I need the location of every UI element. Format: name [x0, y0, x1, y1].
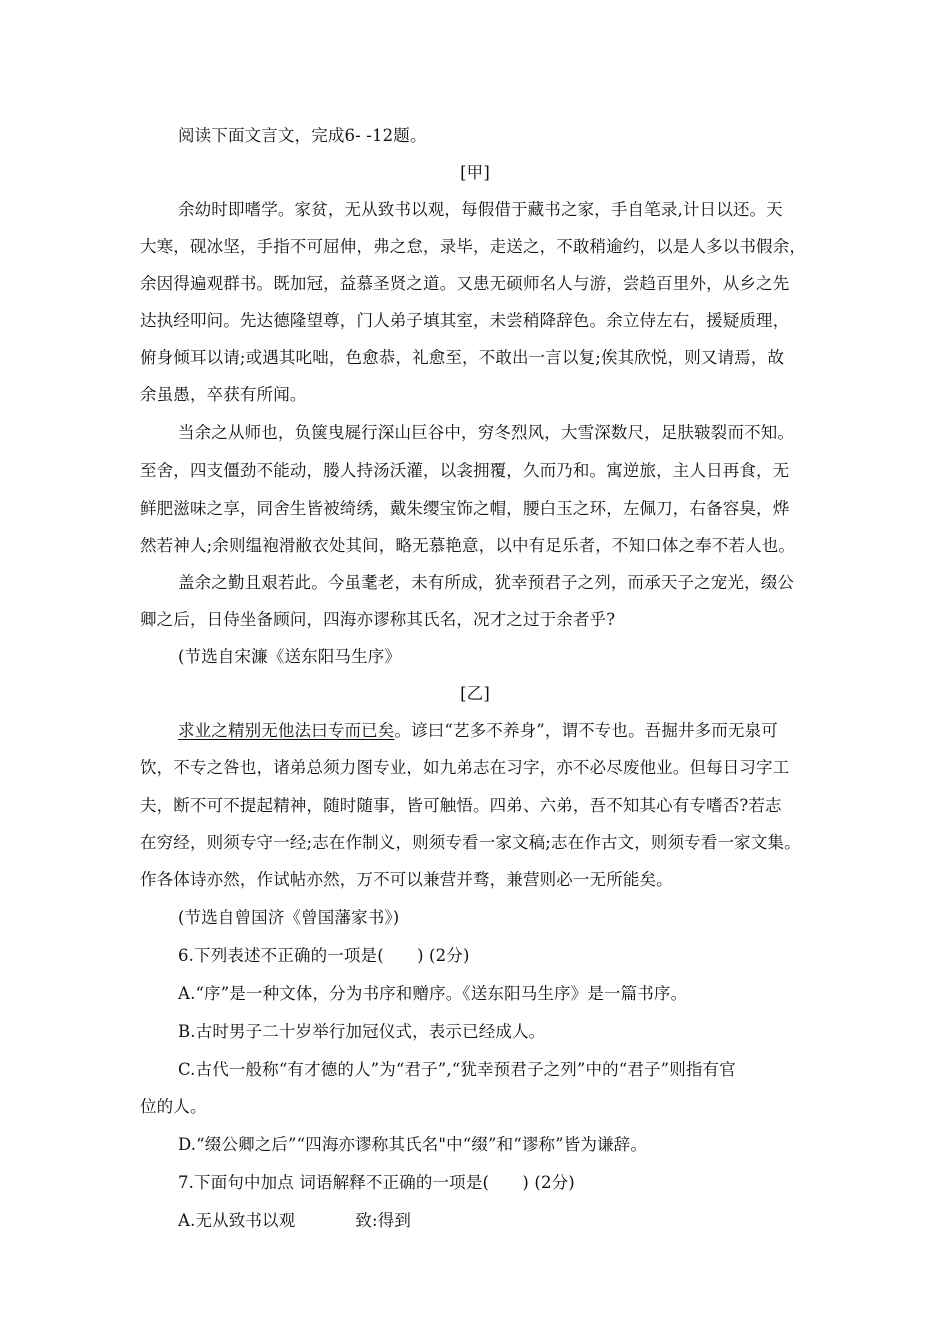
passage-line: 在穷经，则须专守一经;志在作制义，则须专看一家文稿;志在作古文，则须专看一家文集。: [140, 833, 801, 852]
question-7: 7.下面句中加点 词语解释不正确的一项是( ) (2分): [178, 1173, 575, 1192]
passage-line: 余虽愚，卒获有所闻。: [140, 385, 307, 404]
question-6: 6.下列表述不正确的一项是( ) (2分): [178, 946, 470, 965]
option-d: D.“缀公卿之后”“四海亦谬称其氏名"中“缀”和“谬称”皆为谦辞。: [178, 1135, 647, 1154]
passage-line: 饮，不专之咎也，诸弟总须力图专业，如九弟志在习字，亦不必尽废他业。但每日习字工: [140, 758, 790, 777]
passage-line: 至舍，四支僵劲不能动，媵人持汤沃灌，以衾拥覆，久而乃和。寓逆旅，主人日再食，无: [140, 461, 790, 480]
passage-line: 然若神人;余则缊袍滑敝衣处其间，略无慕艳意，以中有足乐者，不知口体之奉不若人也。: [140, 536, 796, 555]
passage-line: 大寒，砚冰坚，手指不可屈伸，弗之怠，录毕，走送之，不敢稍逾约，以是人多以书假余，: [140, 237, 806, 256]
passage-line: 盖余之勤且艰若此。今虽耄老，未有所成，犹幸预君子之列，而承天子之宠光，缀公: [178, 573, 795, 592]
option-c-continued: 位的人。: [140, 1097, 207, 1116]
intro-line: 阅读下面文言文，完成6- -12题。: [178, 126, 427, 145]
option-b: B.古时男子二十岁举行加冠仪式，表示已经成人。: [178, 1022, 546, 1041]
passage-line: 当余之从师也，负箧曳屣行深山巨谷中，穷冬烈风，大雪深数尺，足肤皲裂而不知。: [178, 423, 795, 442]
section-heading-yi: [乙]: [460, 684, 490, 703]
option-c: C.古代一般称“有才德的人”为“君子”,“犹幸预君子之列”中的“君子”则指有官: [178, 1060, 736, 1079]
option-gloss: 致:得到: [355, 1211, 412, 1230]
option-a: A.“序”是一种文体，分为书序和赠序。《送东阳马生序》是一篇书序。: [178, 984, 688, 1003]
option-a: [178, 1210, 411, 1232]
passage-line: 作各体诗亦然，作试帖亦然，万不可以兼营并骛，兼营则必一无所能矣。: [140, 870, 673, 889]
passage-line: 俯身倾耳以请;或遇其叱咄，色愈恭，礼愈至，不敢出一言以复;俟其欣悦，则又请焉，故: [140, 348, 785, 367]
passage-line: 余幼时即嗜学。家贫，无从致书以观，每假借于藏书之家，手自笔录,计日以还。天: [178, 200, 783, 219]
option-text: A.无从致书以观: [178, 1211, 296, 1230]
passage-line: 卿之后，日侍坐备顾问，四海亦谬称其氏名，况才之过于余者乎?: [140, 610, 616, 629]
passage-text: 。谚曰“艺多不养身”，谓不专也。吾掘井多而无泉可: [394, 721, 778, 740]
source-jia: (节选自宋濂《送东阳马生序》: [178, 647, 402, 666]
passage-line: 达执经叩问。先达德隆望尊，门人弟子填其室，未尝稍降辞色。余立侍左右，援疑质理，: [140, 311, 790, 330]
source-yi: (节选自曾国济《曾国藩家书》): [178, 908, 400, 927]
passage-line: 夫，断不可不提起精神，随时随事，皆可触悟。四弟、六弟，吾不知其心有专嗜否?若志: [140, 796, 782, 815]
passage-line: 余因得遍观群书。既加冠，益慕圣贤之道。又患无硕师名人与游，尝趋百里外，从乡之先: [140, 274, 790, 293]
section-heading-jia: [甲]: [460, 163, 490, 182]
passage-line: [178, 720, 778, 742]
passage-line: 鲜肥滋味之享，同舍生皆被绮绣，戴朱缨宝饰之帽，腰白玉之环，左佩刀，右备容臭，烨: [140, 499, 790, 518]
underlined-sentence: 求业之精别无他法曰专而已矣: [178, 721, 395, 740]
